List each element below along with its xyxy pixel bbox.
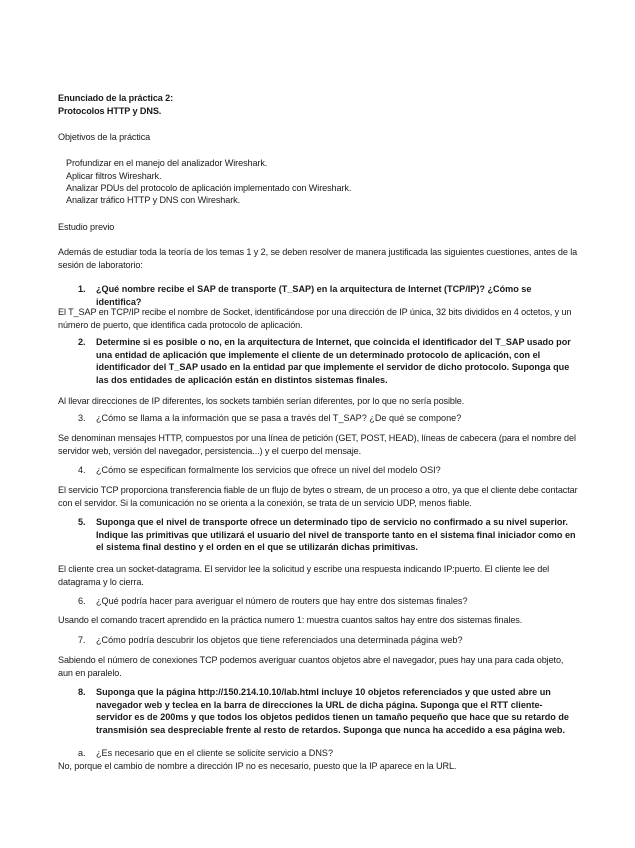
intro-paragraph: Además de estudiar toda la teoría de los temas 1 y 2, se deben resolver de manera justificada las siguientes cuestiones, antes de la sesión de laboratorio: (58, 247, 578, 270)
objective-item: Analizar tráfico HTTP y DNS con Wireshark. (66, 195, 241, 205)
question-number: a. (78, 748, 86, 758)
objective-item: Analizar PDUs del protocolo de aplicación implementado con Wireshark. (66, 183, 352, 193)
question-text: ¿Cómo se especifican formalmente los servicios que ofrece un nivel del modelo OSI? (96, 465, 441, 475)
answer-paragraph: El servicio TCP proporciona transferencia fiable de un flujo de bytes o stream, de un proceso a otro, ya que el cliente debe contactar con el servidor. Si la comunicación no se orienta a la conexión, se trata de un servicio UDP, menos fiable. (58, 485, 578, 508)
question-item (58, 412, 578, 425)
question-text: ¿Cómo podría descubrir los objetos que tiene referenciados una determinada página web? (96, 635, 463, 645)
question-text: ¿Qué nombre recibe el SAP de transporte (T_SAP) en la arquitectura de Internet (TCP/IP)? ¿Cómo se identifica? (96, 284, 532, 307)
answer-paragraph: Se denominan mensajes HTTP, compuestos por una línea de petición (GET, POST, HEAD), líneas de cabecera (para el nombre del servidor web, versión del navegador, persistencia...) y el cuerpo del mensaje. (58, 433, 576, 456)
question-text: ¿Qué podría hacer para averiguar el número de routers que hay entre dos sistemas finales? (96, 596, 468, 606)
question-item (58, 595, 578, 608)
question-number: 7. (78, 635, 86, 645)
study-heading: Estudio previo (58, 222, 115, 232)
title-line-2: Protocolos HTTP y DNS. (58, 106, 162, 116)
question-item (58, 516, 578, 554)
question-number: 1. (78, 284, 86, 294)
answer-paragraph: No, porque el cambio de nombre a dirección IP no es necesario, puesto que la IP aparece en la URL. (58, 761, 457, 771)
objectives-heading: Objetivos de la práctica (58, 132, 151, 142)
answer-paragraph: Usando el comando tracert aprendido en la práctica numero 1: muestra cuantos saltos hay entre dos sistemas finales. (58, 615, 523, 625)
question-item (58, 464, 578, 477)
question-item (58, 283, 578, 308)
question-number: 8. (78, 687, 86, 697)
question-text: Determine si es posible o no, en la arquitectura de Internet, que coincida el identificador del T_SAP usado por una entidad de aplicación que implemente el cliente de un determinado protocolo de aplicación, con el identificador del T_SAP usado en la entidad par que implemente el servidor de dicho protocolo. Suponga que las dos entidades de aplicación están en distintos sistemas finales. (96, 337, 571, 385)
question-text: Suponga que la página http://150.214.10.10/lab.html incluye 10 objetos referenciados y que usted abre un navegador web y teclea en la barra de direcciones la URL de dicha página. Suponga que el RTT cliente-servidor es de 200ms y que todos los objetos pedidos tienen un tamaño pequeño que hace que su retardo de transmisión sea despreciable frente al resto de retardos. Suponga que nunca ha accedido a esa página web. (96, 687, 569, 735)
question-text: Suponga que el nivel de transporte ofrece un determinado tipo de servicio no confirmado a su nivel superior. Indique las primitivas que utilizará el usuario del nivel de transporte tanto en el sistema final iniciador como en el sistema final destino y el orden en el que se utilizarán dichas primitivas. (96, 517, 576, 553)
answer-paragraph: El T_SAP en TCP/IP recibe el nombre de Socket, identificándose por una dirección de IP única, 32 bits divididos en 4 octetos, y un número de puerto, que identifica cada protocolo de aplicación. (58, 307, 572, 330)
title-line-1: Enunciado de la práctica 2: (58, 93, 174, 103)
question-item (58, 686, 578, 736)
question-number: 4. (78, 465, 86, 475)
question-number: 3. (78, 413, 86, 423)
question-text: ¿Es necesario que en el cliente se solicite servicio a DNS? (96, 748, 334, 758)
objective-item: Profundizar en el manejo del analizador Wireshark. (66, 158, 268, 168)
question-text: ¿Cómo se llama a la información que se pasa a través del T_SAP? ¿De qué se compone? (96, 413, 462, 423)
answer-paragraph: El cliente crea un socket-datagrama. El servidor lee la solicitud y escribe una respuesta indicando IP:puerto. El cliente lee del datagrama y lo cierra. (58, 564, 550, 587)
question-number: 6. (78, 596, 86, 606)
question-number: 5. (78, 517, 86, 527)
question-number: 2. (78, 337, 86, 347)
answer-paragraph: Al llevar direcciones de IP diferentes, los sockets también serían diferentes, por lo que no sería posible. (58, 396, 465, 406)
question-item (58, 336, 578, 386)
objective-item: Aplicar filtros Wireshark. (66, 171, 162, 181)
question-item (58, 634, 578, 647)
answer-paragraph: Sabiendo el número de conexiones TCP podemos averiguar cuantos objetos abre el navegador, pues hay una para cada objeto, aun en paralelo. (58, 655, 564, 678)
question-item (58, 747, 578, 760)
